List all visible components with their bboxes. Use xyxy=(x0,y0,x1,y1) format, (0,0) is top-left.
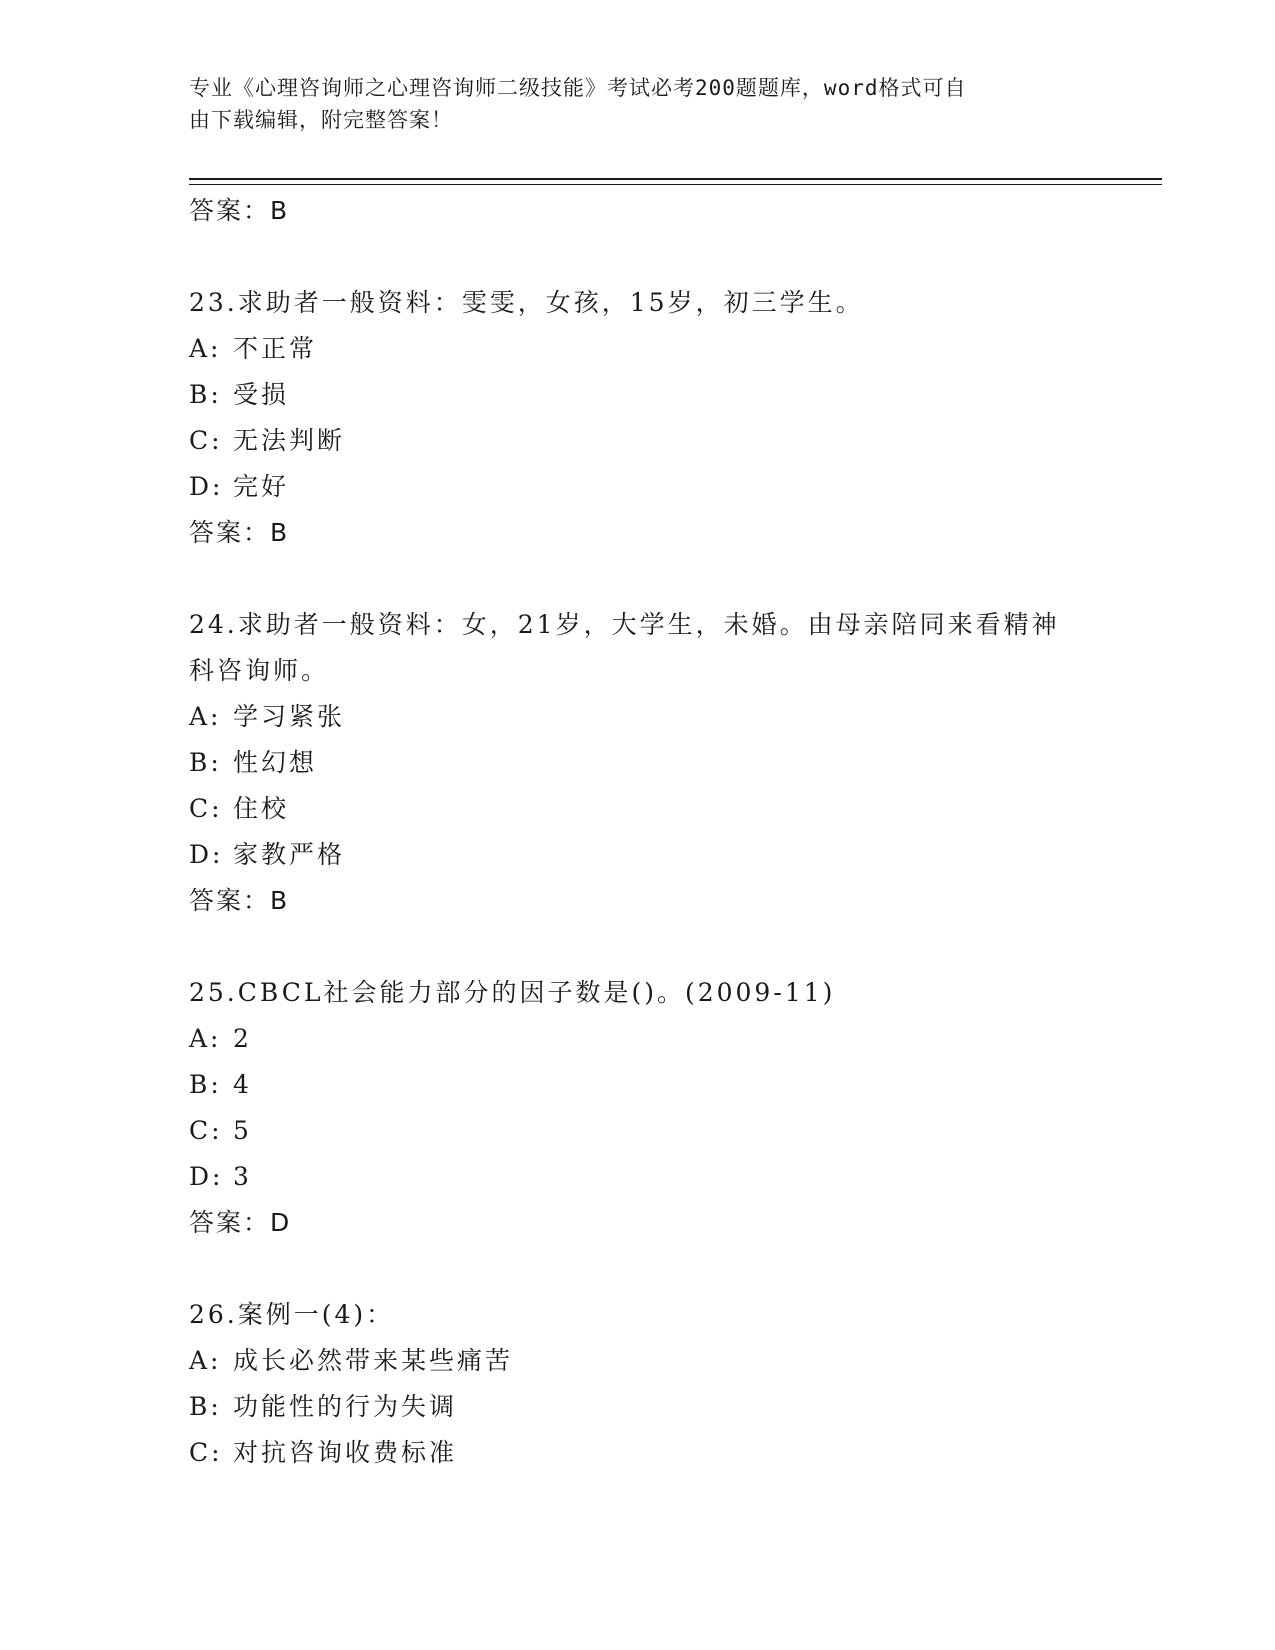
option-text: 住校 xyxy=(233,794,290,823)
header-rule-thin xyxy=(189,184,1162,185)
option-prefix: B: xyxy=(189,1392,222,1421)
option-item xyxy=(189,786,1089,832)
answer-line: 答案：D xyxy=(189,1208,292,1237)
option-item xyxy=(189,1430,1089,1476)
option-text: 4 xyxy=(233,1070,252,1099)
option-text: 5 xyxy=(233,1116,252,1145)
question-gap xyxy=(189,1246,1089,1292)
answer-line: 答案：B xyxy=(189,886,290,915)
question-stem: 26.案例一(4)： xyxy=(189,1300,395,1329)
document-header xyxy=(189,72,1089,136)
option-text: 受损 xyxy=(233,380,290,409)
question-list xyxy=(189,188,1089,1476)
option-item xyxy=(189,418,1089,464)
option-prefix: B: xyxy=(189,748,222,777)
option-item xyxy=(189,464,1089,510)
question-gap xyxy=(189,234,1089,280)
header-line-1: 专业《心理咨询师之心理咨询师二级技能》考试必考200题题库，word格式可自 xyxy=(189,76,967,100)
question-block xyxy=(189,602,1089,924)
option-text: 完好 xyxy=(233,472,290,501)
option-prefix: A: xyxy=(189,334,222,363)
option-item xyxy=(189,740,1089,786)
option-prefix: C: xyxy=(189,426,223,455)
option-item xyxy=(189,372,1089,418)
question-block xyxy=(189,1292,1089,1476)
option-text: 家教严格 xyxy=(233,840,346,869)
option-prefix: D: xyxy=(189,472,224,501)
option-item xyxy=(189,1338,1089,1384)
option-prefix: B: xyxy=(189,1070,222,1099)
header-rule-thick xyxy=(189,178,1162,180)
option-text: 3 xyxy=(233,1162,252,1191)
question-block xyxy=(189,970,1089,1246)
option-item xyxy=(189,326,1089,372)
option-item xyxy=(189,1384,1089,1430)
option-text: 无法判断 xyxy=(233,426,346,455)
option-text: 2 xyxy=(233,1024,252,1053)
option-prefix: A: xyxy=(189,1024,222,1053)
option-prefix: C: xyxy=(189,1438,223,1467)
header-line-2: 由下载编辑，附完整答案！ xyxy=(189,108,453,132)
question-stem: 25.CBCL社会能力部分的因子数是()。(2009-11) xyxy=(189,978,836,1007)
question-gap xyxy=(189,556,1089,602)
option-prefix: B: xyxy=(189,380,222,409)
option-item xyxy=(189,1062,1089,1108)
option-item xyxy=(189,832,1089,878)
option-item xyxy=(189,1108,1089,1154)
question-block xyxy=(189,280,1089,556)
option-text: 对抗咨询收费标准 xyxy=(233,1438,458,1467)
option-item xyxy=(189,694,1089,740)
option-text: 不正常 xyxy=(233,334,318,363)
option-text: 功能性的行为失调 xyxy=(233,1392,458,1421)
option-text: 成长必然带来某些痛苦 xyxy=(233,1346,514,1375)
option-prefix: D: xyxy=(189,1162,224,1191)
question-stem: 23.求助者一般资料：雯雯，女孩，15岁，初三学生。 xyxy=(189,288,864,317)
option-item xyxy=(189,1154,1089,1200)
answer-line: 答案：B xyxy=(189,518,290,547)
option-prefix: D: xyxy=(189,840,224,869)
option-prefix: C: xyxy=(189,1116,223,1145)
option-text: 性幻想 xyxy=(233,748,318,777)
option-prefix: C: xyxy=(189,794,223,823)
question-stem: 科咨询师。 xyxy=(189,656,330,685)
option-item xyxy=(189,1016,1089,1062)
option-prefix: A: xyxy=(189,702,222,731)
answer-line: 答案：B xyxy=(189,196,290,225)
option-text: 学习紧张 xyxy=(233,702,346,731)
question-stem: 24.求助者一般资料：女，21岁，大学生，未婚。由母亲陪同来看精神 xyxy=(189,610,1060,639)
question-gap xyxy=(189,924,1089,970)
option-prefix: A: xyxy=(189,1346,222,1375)
